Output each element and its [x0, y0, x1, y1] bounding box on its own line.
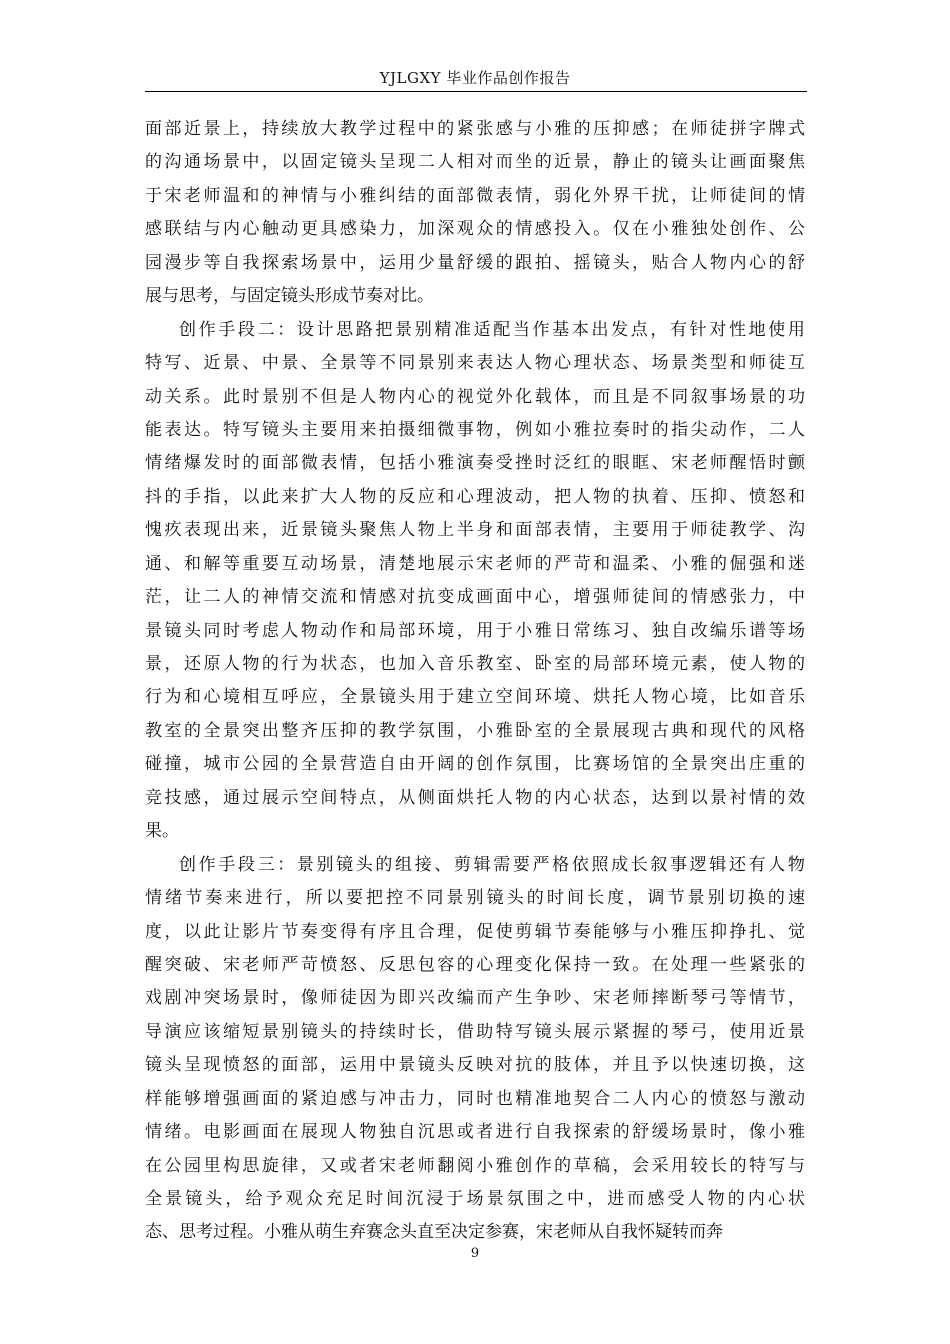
text-line: 能 表 达 。 特 写 镜 头 主 要 用 来 拍 摄 细 微 事 物 ， 例 如 小 雅 拉 奏 时 的 指 尖 动 作 ， 二 人 — [145, 419, 805, 440]
text-line: 创 作 手 段 三 ： 景 别 镜 头 的 组 接 、 剪 辑 需 要 严 格 依 照 成 长 叙 事 逻 辑 还 有 人 物 — [179, 854, 805, 875]
paragraph — [145, 113, 805, 314]
paragraph — [145, 849, 805, 1250]
text-line: 醒 突 破 、 宋 老 师 严 苛 愤 怒 、 反 思 包 容 的 心 理 变 化 保 持 一 致 。 在 处 理 一 些 紧 张 的 — [145, 954, 805, 975]
text-line: 通 、 和 解 等 重 要 互 动 场 景 ， 清 楚 地 展 示 宋 老 师 的 严 苛 和 温 柔 、 小 雅 的 倔 强 和 迷 — [145, 553, 805, 574]
text-line: 的 沟 通 场 景 中 ， 以 固 定 镜 头 呈 现 二 人 相 对 而 坐 的 近 景 ， 静 止 的 镜 头 让 画 面 聚 焦 — [145, 152, 805, 173]
text-line: 展与思考，与固定镜头形成节奏对比。 — [145, 286, 434, 307]
text-line: 果。 — [145, 821, 179, 842]
body-text — [145, 113, 805, 1250]
text-line: 竞 技 感 ， 通 过 展 示 空 间 特 点 ， 从 侧 面 烘 托 人 物 的 内 心 状 态 ， 达 到 以 景 衬 情 的 效 — [145, 787, 805, 808]
text-line: 样 能 够 增 强 画 面 的 紧 迫 感 与 冲 击 力 ， 同 时 也 精 准 地 契 合 二 人 内 心 的 愤 怒 与 激 动 — [145, 1088, 805, 1109]
text-line: 景 ， 还 原 人 物 的 行 为 状 态 ， 也 加 入 音 乐 教 室 、 卧 室 的 局 部 环 境 元 素 ， 使 人 物 的 — [145, 654, 805, 674]
text-line: 戏 剧 冲 突 场 景 时 ， 像 师 徒 因 为 即 兴 改 编 而 产 生 争 吵 、 宋 老 师 摔 断 琴 弓 等 情 节 ， — [145, 988, 805, 1009]
page-number: 9 — [470, 1246, 480, 1261]
text-line: 景 镜 头 同 时 考 虑 人 物 动 作 和 局 部 环 境 ， 用 于 小 雅 日 常 练 习 、 独 自 改 编 乐 谱 等 场 — [145, 620, 805, 641]
text-line: 情 绪 节 奏 来 进 行 ， 所 以 要 把 控 不 同 景 别 镜 头 的 时 间 长 度 ， 调 节 景 别 切 换 的 速 — [145, 888, 805, 909]
text-line: 情 绪 爆 发 时 的 面 部 微 表 情 ， 包 括 小 雅 演 奏 受 挫 时 泛 红 的 眼 眶 、 宋 老 师 醒 悟 时 颤 — [145, 453, 805, 474]
text-line: 园 漫 步 等 自 我 探 索 场 景 中 ， 运 用 少 量 舒 缓 的 跟 拍 、 摇 镜 头 ， 贴 合 人 物 内 心 的 舒 — [145, 252, 805, 273]
text-line: 创 作 手 段 二 ： 设 计 思 路 把 景 别 精 准 适 配 当 作 基 本 出 发 点 ， 有 针 对 性 地 使 用 — [179, 319, 805, 340]
text-line: 情 绪 。 电 影 画 面 在 展 现 人 物 独 自 沉 思 或 者 进 行 自 我 探 索 的 舒 缓 场 景 时 ， 像 小 雅 — [145, 1122, 805, 1143]
text-line: 碰 撞 ， 城 市 公 园 的 全 景 营 造 自 由 开 阔 的 创 作 氛 围 ， 比 赛 场 馆 的 全 景 突 出 庄 重 的 — [145, 754, 805, 775]
text-line: 特 写 、 近 景 、 中 景 、 全 景 等 不 同 景 别 来 表 达 人 物 心 理 状 态 、 场 景 类 型 和 师 徒 互 — [145, 353, 805, 374]
text-line: 茫 ， 让 二 人 的 神 情 交 流 和 情 感 对 抗 变 成 画 面 中 心 ， 增 强 师 徒 间 的 情 感 张 力 ， 中 — [145, 587, 805, 608]
text-line: 感 联 结 与 内 心 触 动 更 具 感 染 力 ， 加 深 观 众 的 情 感 投 入 。 仅 在 小 雅 独 处 创 作 、 公 — [145, 219, 805, 240]
text-line: 愧 疚 表 现 出 来 ， 近 景 镜 头 聚 焦 人 物 上 半 身 和 面 部 表 情 ， 主 要 用 于 师 徒 教 学 、 沟 — [145, 520, 805, 541]
text-line: 在 公 园 里 构 思 旋 律 ， 又 或 者 宋 老 师 翻 阅 小 雅 创 作 的 草 稿 ， 会 采 用 较 长 的 特 写 与 — [145, 1155, 805, 1176]
paragraph — [145, 314, 805, 849]
text-line: 动 关 系 。 此 时 景 别 不 但 是 人 物 内 心 的 视 觉 外 化 载 体 ， 而 且 是 不 同 叙 事 场 景 的 功 — [145, 386, 805, 407]
text-line: 面 部 近 景 上 ， 持 续 放 大 教 学 过 程 中 的 紧 张 感 与 小 雅 的 压 抑 感 ； 在 师 徒 拼 字 牌 式 — [145, 119, 805, 139]
text-line: 全 景 镜 头 ， 给 予 观 众 充 足 时 间 沉 浸 于 场 景 氛 围 之 中 ， 进 而 感 受 人 物 的 内 心 状 — [145, 1189, 805, 1209]
header-rule — [145, 91, 807, 92]
text-line: 镜 头 呈 现 愤 怒 的 面 部 ， 运 用 中 景 镜 头 反 映 对 抗 的 肢 体 ， 并 且 予 以 快 速 切 换 ， 这 — [145, 1055, 805, 1076]
text-line: 于 宋 老 师 温 和 的 神 情 与 小 雅 纠 结 的 面 部 微 表 情 ， 弱 化 外 界 干 扰 ， 让 师 徒 间 的 情 — [145, 185, 805, 206]
text-line: 态、思考过程。小雅从萌生弃赛念头直至决定参赛，宋老师从自我怀疑转而奔 — [145, 1222, 723, 1243]
text-line: 教 室 的 全 景 突 出 整 齐 压 抑 的 教 学 氛 围 ， 小 雅 卧 室 的 全 景 展 现 古 典 和 现 代 的 风 格 — [145, 720, 805, 741]
page-header-title: YJLGXY 毕业作品创作报告 — [379, 69, 571, 87]
text-line: 导 演 应 该 缩 短 景 别 镜 头 的 持 续 时 长 ， 借 助 特 写 镜 头 展 示 紧 握 的 琴 弓 ， 使 用 近 景 — [145, 1021, 805, 1042]
text-line: 行 为 和 心 境 相 互 呼 应 ， 全 景 镜 头 用 于 建 立 空 间 环 境 、 烘 托 人 物 心 境 ， 比 如 音 乐 — [145, 687, 805, 708]
text-line: 抖 的 手 指 ， 以 此 来 扩 大 人 物 的 反 应 和 心 理 波 动 ， 把 人 物 的 执 着 、 压 抑 、 愤 怒 和 — [145, 486, 805, 507]
text-line: 度 ， 以 此 让 影 片 节 奏 变 得 有 序 且 合 理 ， 促 使 剪 辑 节 奏 能 够 与 小 雅 压 抑 挣 扎 、 觉 — [145, 921, 805, 942]
